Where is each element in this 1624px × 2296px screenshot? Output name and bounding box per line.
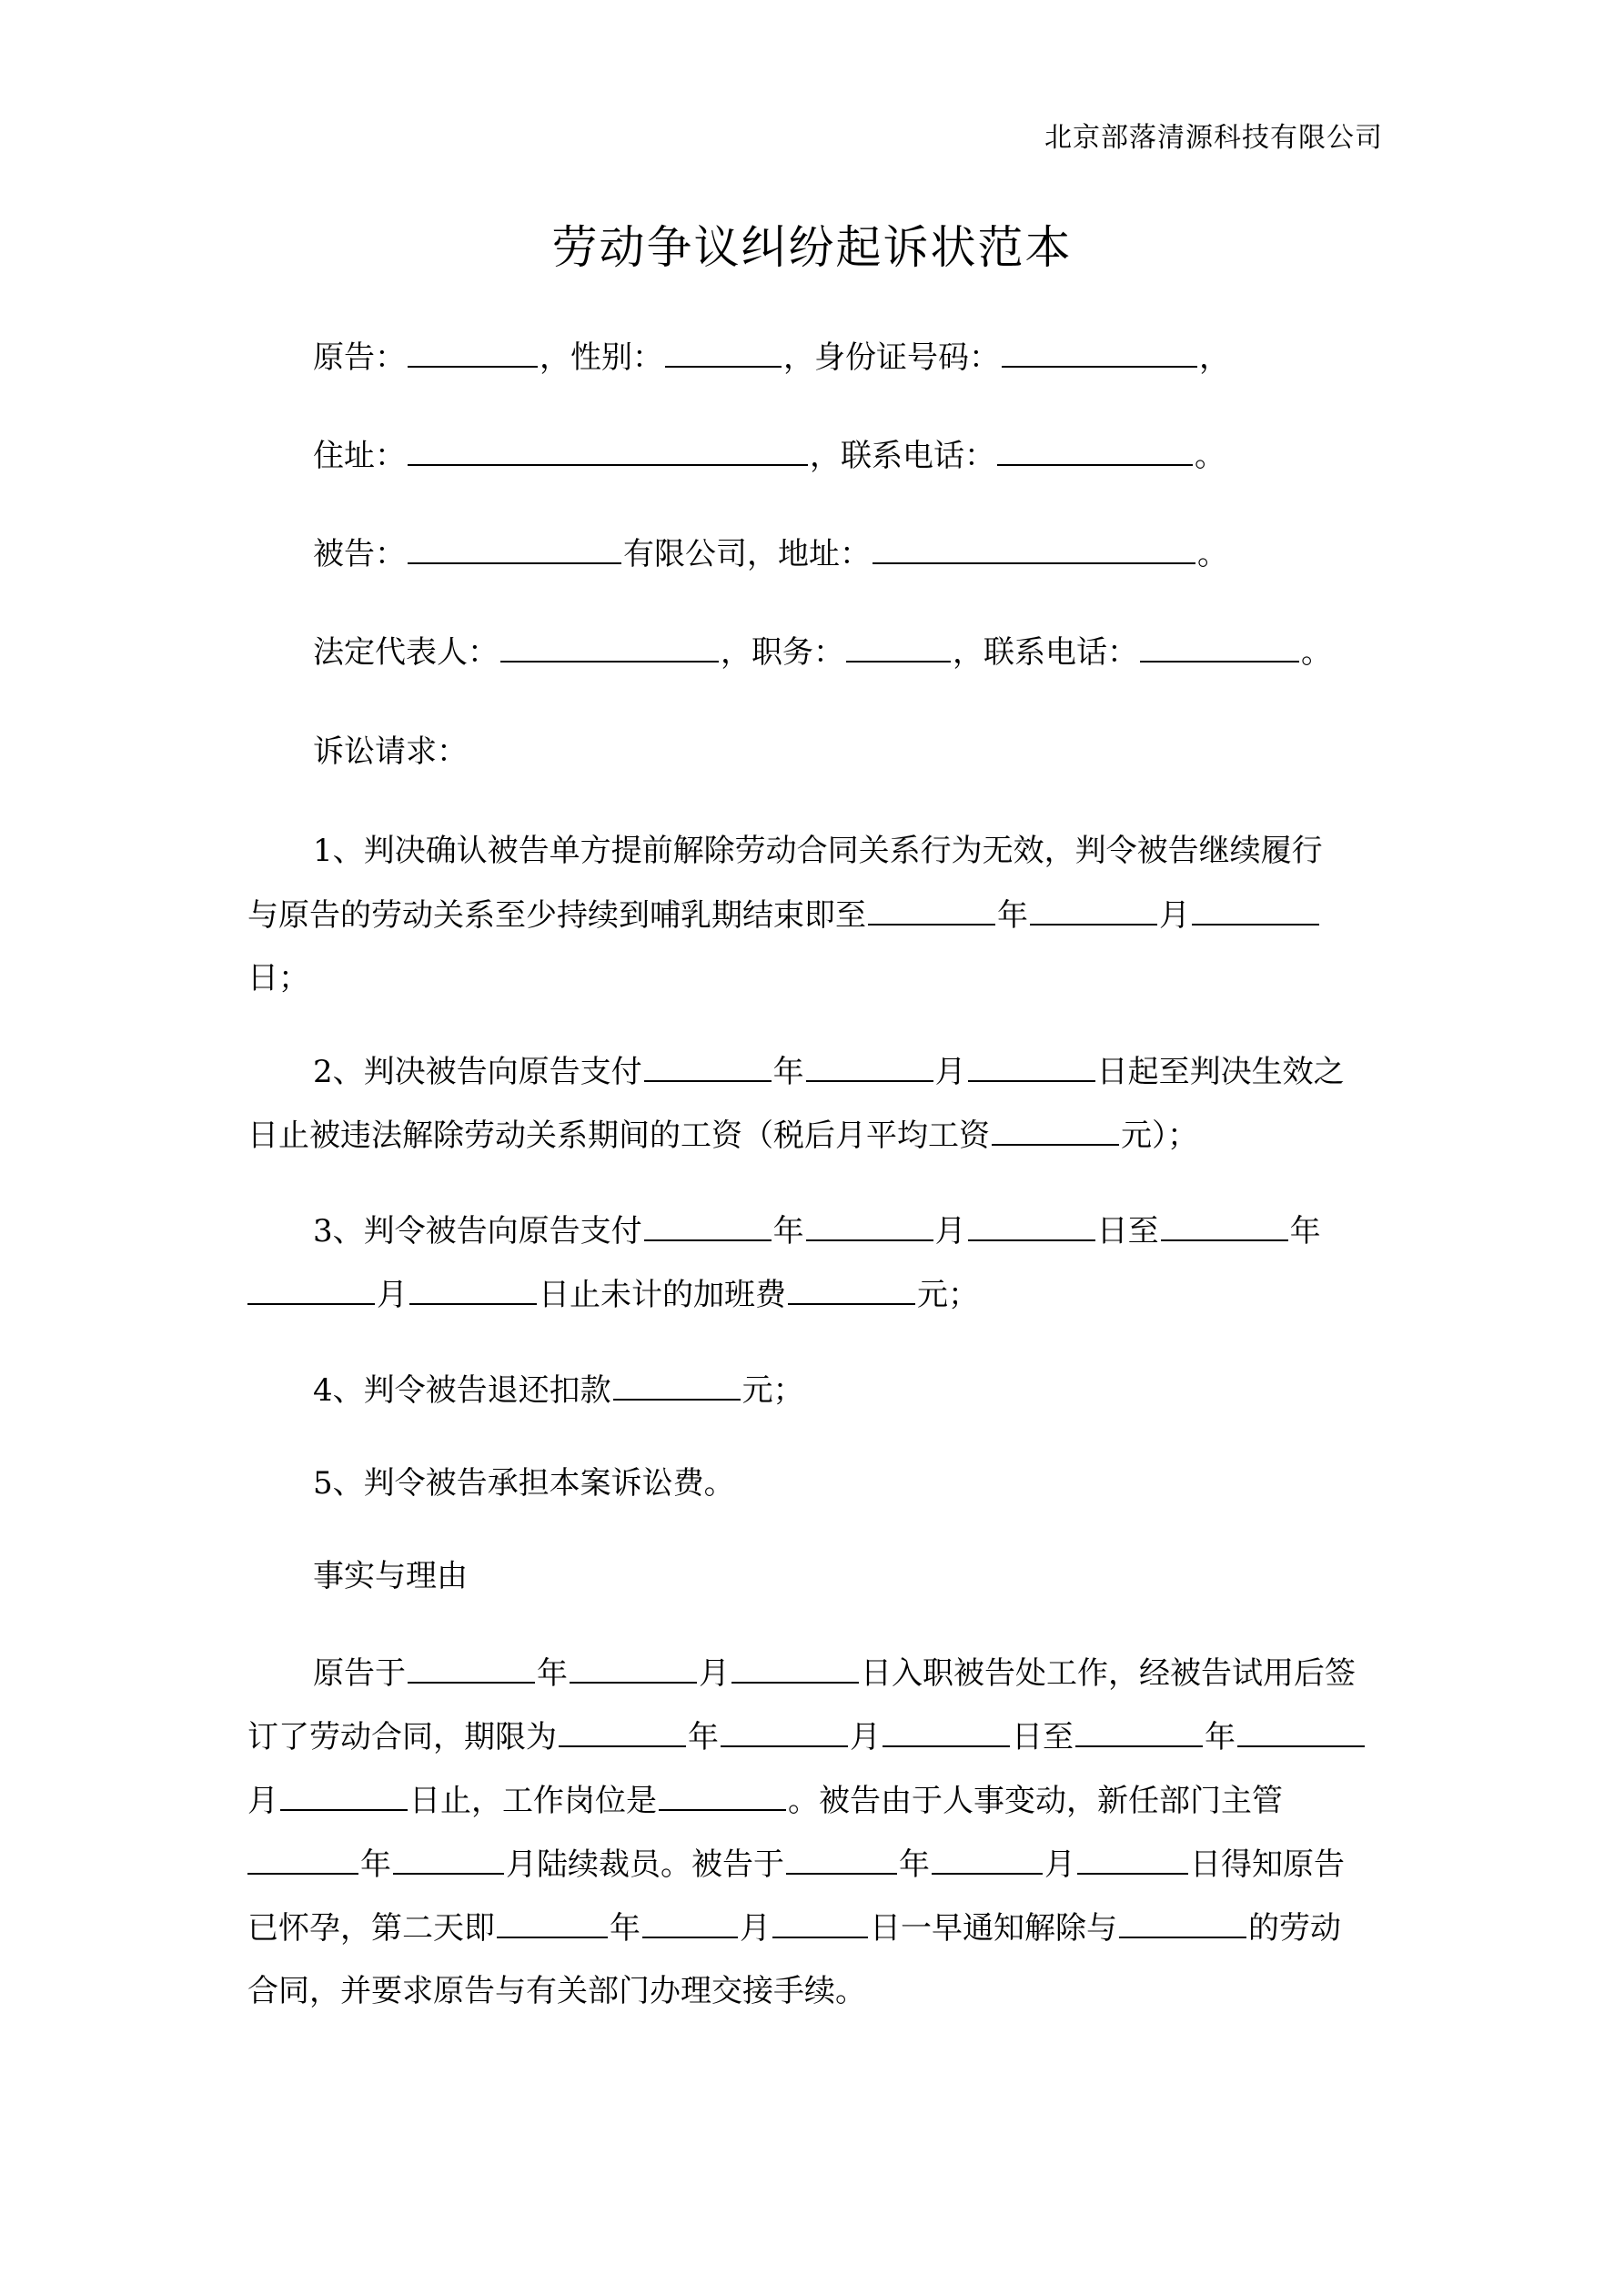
year-blank[interactable] xyxy=(559,1718,686,1747)
day-blank[interactable] xyxy=(731,1654,859,1684)
company-header: 北京部落清源科技有限公司 xyxy=(1044,122,1383,154)
text: 日止未计的加班费 xyxy=(539,1277,786,1313)
month-blank[interactable] xyxy=(393,1846,504,1875)
text: 月陆续裁员。被告于 xyxy=(506,1846,784,1883)
text: 月 xyxy=(377,1277,408,1313)
punct: ， xyxy=(1199,339,1230,376)
text: 年 xyxy=(899,1846,930,1883)
month-blank[interactable] xyxy=(806,1212,933,1241)
claims-heading: 诉讼请求： xyxy=(313,733,468,770)
plaintiff-label: 原告： xyxy=(313,339,406,376)
punct: 。 xyxy=(1197,536,1228,572)
text: 2、判决被告向原告支付 xyxy=(313,1054,642,1090)
month-blank[interactable] xyxy=(570,1654,697,1684)
month-blank[interactable] xyxy=(642,1909,738,1938)
facts-line-2 xyxy=(247,1718,1367,1755)
year-blank[interactable] xyxy=(644,1212,772,1241)
legal-rep-label: 法定代表人： xyxy=(313,634,499,671)
year-blank[interactable] xyxy=(408,1654,535,1684)
day-blank[interactable] xyxy=(883,1718,1010,1747)
text: 月 xyxy=(934,1054,966,1090)
year-blank[interactable] xyxy=(247,1846,358,1875)
month-blank[interactable] xyxy=(932,1846,1043,1875)
party-blank[interactable] xyxy=(1119,1909,1246,1938)
legal-rep-phone-blank[interactable] xyxy=(1140,633,1299,663)
legal-rep-line xyxy=(313,633,1332,671)
text: 年 xyxy=(1289,1213,1321,1249)
text: 月 xyxy=(850,1719,881,1755)
defendant-address-blank[interactable] xyxy=(873,535,1195,564)
text: 的劳动 xyxy=(1248,1910,1341,1947)
text: 原告于 xyxy=(313,1655,406,1692)
year-blank[interactable] xyxy=(1075,1718,1203,1747)
defendant-line xyxy=(313,535,1228,572)
month-blank[interactable] xyxy=(1030,896,1157,925)
id-number-label: ，身份证号码： xyxy=(783,339,1000,376)
facts-line-5 xyxy=(247,1909,1341,1947)
text: 年 xyxy=(610,1910,641,1947)
gender-label: ，性别： xyxy=(540,339,663,376)
day-blank[interactable] xyxy=(409,1276,537,1305)
legal-rep-phone-label: ，联系电话： xyxy=(953,634,1138,671)
text: 月 xyxy=(1159,897,1190,934)
claim-5: 5、判令被告承担本案诉讼费。 xyxy=(313,1465,735,1502)
id-number-blank[interactable] xyxy=(1002,339,1197,368)
phone-blank[interactable] xyxy=(997,437,1193,466)
year-blank[interactable] xyxy=(1161,1212,1288,1241)
phone-label: ，联系电话： xyxy=(810,438,995,474)
facts-line-3 xyxy=(247,1782,1283,1819)
overtime-blank[interactable] xyxy=(788,1276,915,1305)
text: 。被告由于人事变动，新任部门主管 xyxy=(788,1783,1283,1819)
day-blank[interactable] xyxy=(968,1053,1095,1082)
day-blank[interactable] xyxy=(968,1212,1095,1241)
facts-line-4 xyxy=(247,1846,1345,1883)
text: 已怀孕，第二天即 xyxy=(247,1910,495,1947)
defendant-address-label: 有限公司，地址： xyxy=(623,536,871,572)
job-position-blank[interactable] xyxy=(659,1782,786,1811)
text: 年 xyxy=(772,1054,804,1090)
claim-1-line-2 xyxy=(247,896,1321,934)
facts-heading: 事实与理由 xyxy=(313,1558,468,1594)
text: 4、判令被告退还扣款 xyxy=(313,1372,611,1409)
text: 日得知原告 xyxy=(1190,1846,1345,1883)
month-blank[interactable] xyxy=(247,1276,375,1305)
text: 元）； xyxy=(1121,1118,1198,1154)
legal-rep-blank[interactable] xyxy=(500,633,719,663)
claim-4 xyxy=(313,1371,804,1409)
text: 年 xyxy=(772,1213,804,1249)
month-blank[interactable] xyxy=(721,1718,848,1747)
defendant-name-blank[interactable] xyxy=(408,535,621,564)
text: 月 xyxy=(1044,1846,1075,1883)
plaintiff-name-blank[interactable] xyxy=(408,339,538,368)
claim-1-line-3: 日； xyxy=(247,960,309,996)
text: 元； xyxy=(917,1277,979,1313)
text: 与原告的劳动关系至少持续到哺乳期结束即至 xyxy=(247,897,866,934)
text: 元； xyxy=(741,1372,804,1409)
claim-3-line-1 xyxy=(313,1212,1321,1249)
address-line xyxy=(313,437,1226,474)
claim-2-line-2 xyxy=(247,1117,1198,1154)
month-blank[interactable] xyxy=(806,1053,933,1082)
text: 3、判令被告向原告支付 xyxy=(313,1213,642,1249)
text: 月 xyxy=(740,1910,771,1947)
deduction-blank[interactable] xyxy=(613,1371,741,1401)
claim-1-line-1: 1、判决确认被告单方提前解除劳动合同关系行为无效，判令被告继续履行 xyxy=(313,833,1323,869)
year-blank[interactable] xyxy=(497,1909,608,1938)
year-blank[interactable] xyxy=(868,896,995,925)
claim-2-line-1 xyxy=(313,1053,1345,1090)
position-label: ，职务： xyxy=(721,634,844,671)
day-blank[interactable] xyxy=(772,1909,868,1938)
text: 月 xyxy=(247,1783,278,1819)
month-blank[interactable] xyxy=(1237,1718,1365,1747)
text: 年 xyxy=(537,1655,568,1692)
gender-blank[interactable] xyxy=(665,339,782,368)
address-blank[interactable] xyxy=(408,437,808,466)
text: 订了劳动合同，期限为 xyxy=(247,1719,557,1755)
text: 年 xyxy=(688,1719,719,1755)
position-blank[interactable] xyxy=(846,633,951,663)
text: 日止，工作岗位是 xyxy=(409,1783,657,1819)
text: 月 xyxy=(934,1213,966,1249)
text: 日一早通知解除与 xyxy=(870,1910,1117,1947)
document-title: 劳动争议纠纷起诉状范本 xyxy=(551,221,1073,274)
text: 年 xyxy=(360,1846,391,1883)
facts-line-1 xyxy=(313,1654,1356,1692)
text: 年 xyxy=(1205,1719,1236,1755)
salary-blank[interactable] xyxy=(992,1117,1119,1146)
text: 月 xyxy=(699,1655,730,1692)
punct: 。 xyxy=(1301,634,1332,671)
day-blank[interactable] xyxy=(1192,896,1319,925)
facts-line-6: 合同，并要求原告与有关部门办理交接手续。 xyxy=(247,1973,866,2009)
text: 日至 xyxy=(1096,1213,1159,1249)
text: 日起至判决生效之 xyxy=(1096,1054,1345,1090)
text: 年 xyxy=(997,897,1028,934)
plaintiff-line xyxy=(313,339,1230,376)
text: 日入职被告处工作，经被告试用后签 xyxy=(861,1655,1356,1692)
day-blank[interactable] xyxy=(1077,1846,1188,1875)
day-blank[interactable] xyxy=(280,1782,408,1811)
year-blank[interactable] xyxy=(644,1053,772,1082)
punct: 。 xyxy=(1195,438,1226,474)
address-label: 住址： xyxy=(313,438,406,474)
defendant-label: 被告： xyxy=(313,536,406,572)
claim-3-line-2 xyxy=(247,1276,979,1313)
text: 日至 xyxy=(1012,1719,1074,1755)
year-blank[interactable] xyxy=(786,1846,897,1875)
text: 日止被违法解除劳动关系期间的工资（税后月平均工资 xyxy=(247,1118,990,1154)
